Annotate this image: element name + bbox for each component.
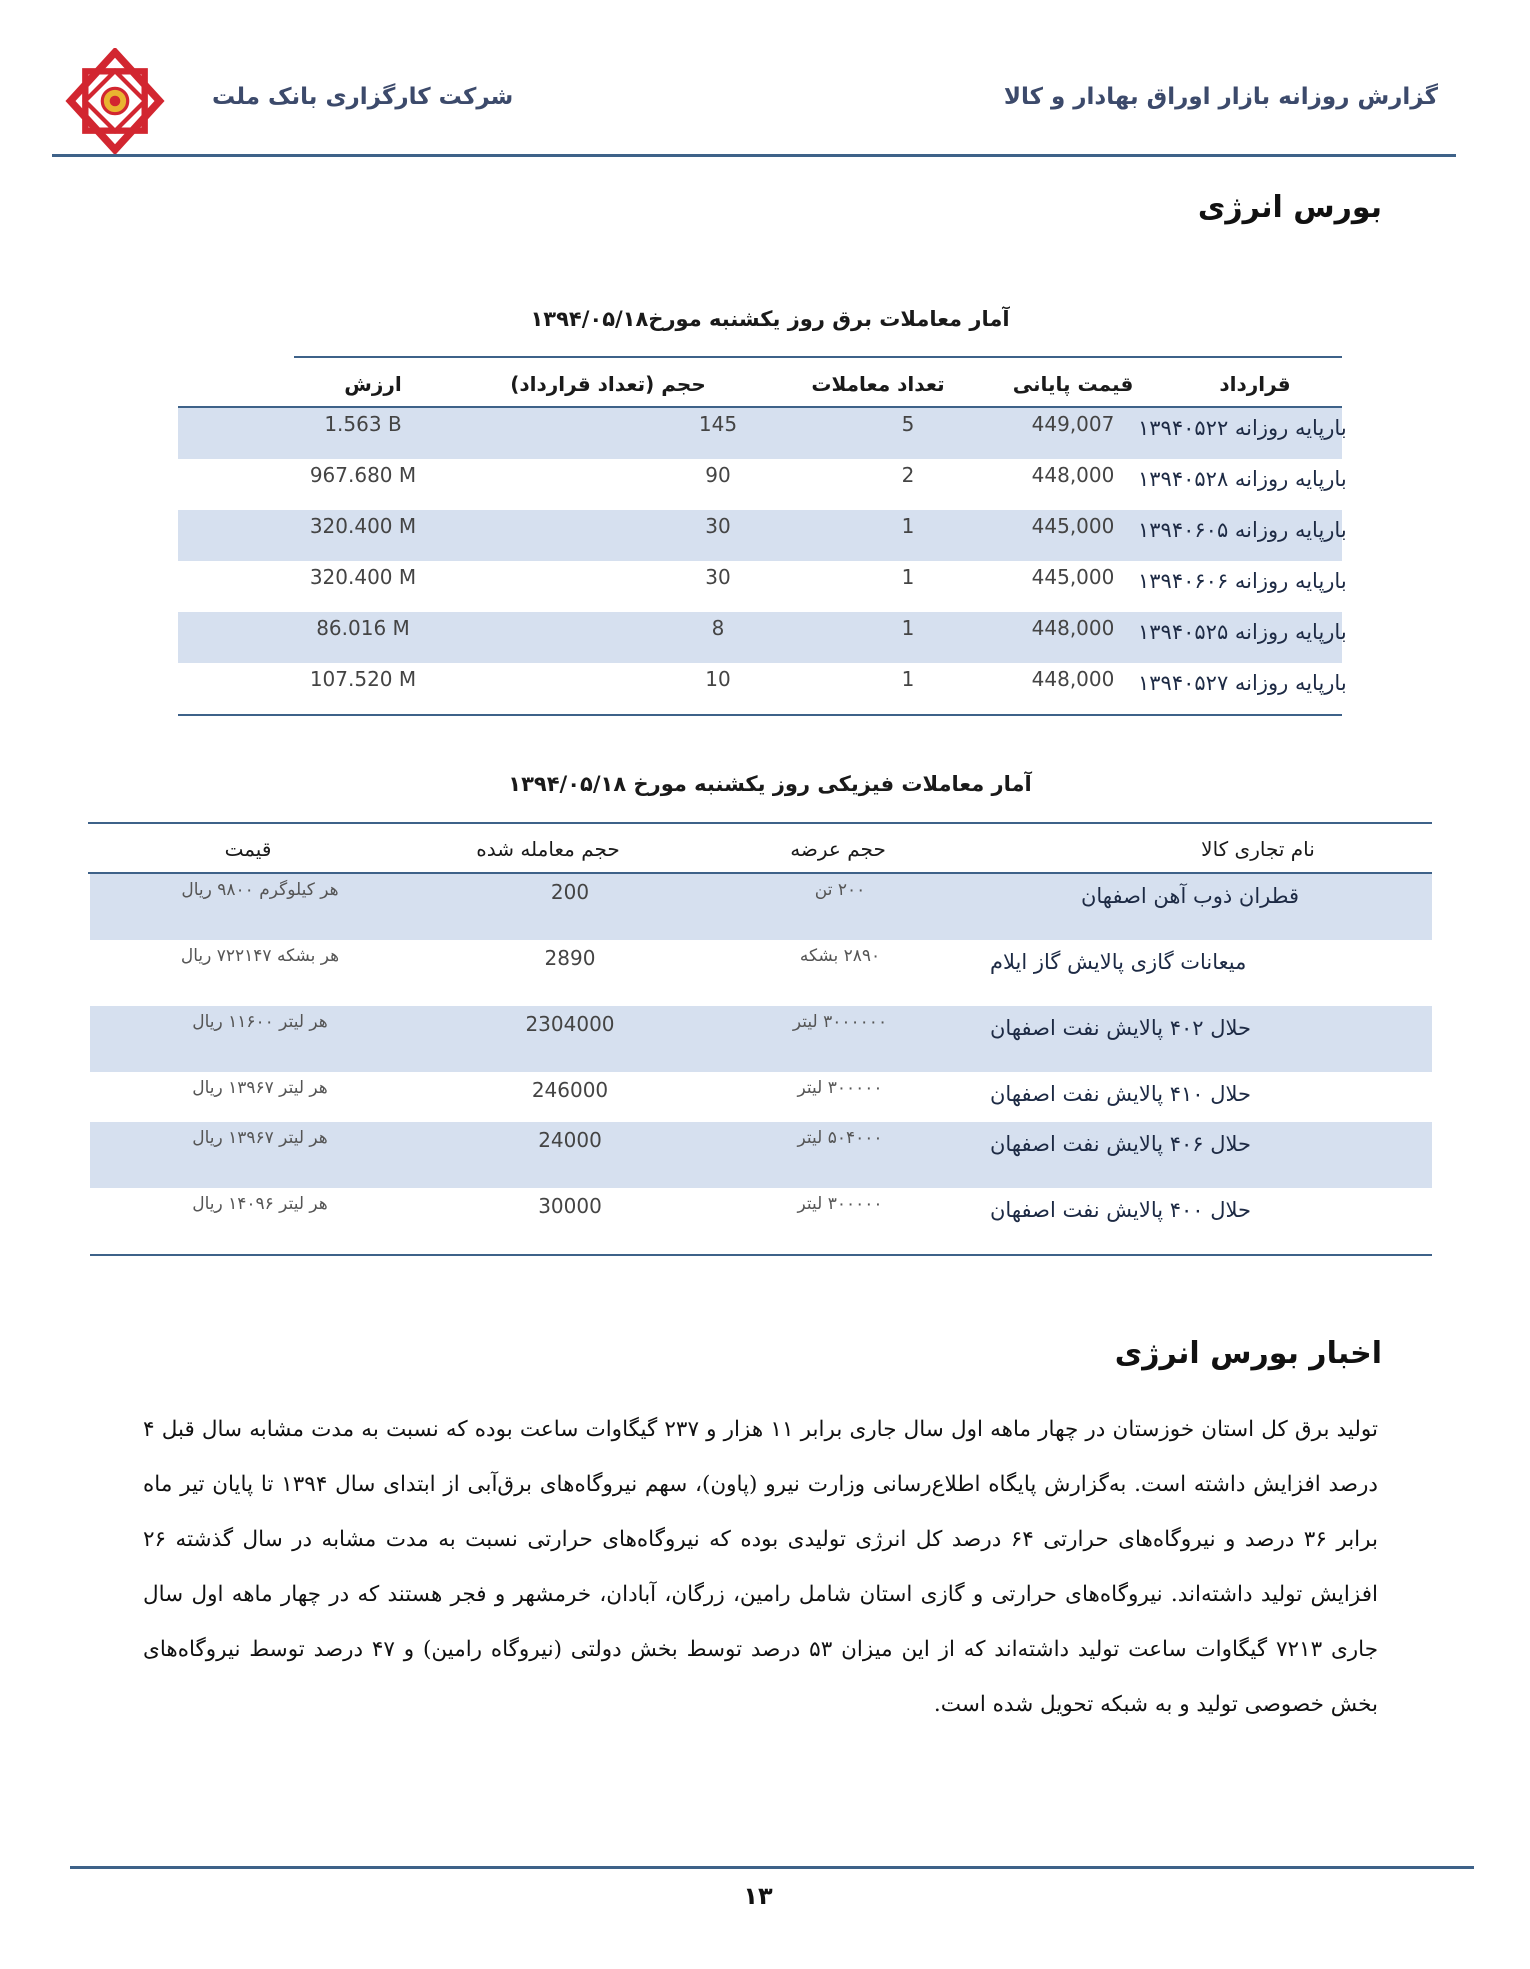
table2-bottom-rule: [90, 1254, 1432, 1256]
table-row: [178, 663, 1347, 714]
supply-cell: ۲۸۹۰ بشکه: [799, 946, 881, 966]
contract-cell: بارپایه روزانه ۱۳۹۴۰۵۲۸: [1138, 467, 1347, 491]
commodity-cell: قطران ذوب آهن اصفهان: [1080, 884, 1300, 908]
page-number: ۱۳: [743, 1882, 773, 1910]
commodity-cell: میعانات گازی پالایش گاز ایلام: [990, 950, 1247, 974]
table2-header-supply: حجم عرضه: [790, 837, 886, 861]
table-row: [90, 1188, 1432, 1254]
price-cell: 448,000: [1031, 463, 1115, 487]
volume-cell: 8: [711, 616, 725, 640]
commodity-cell: حلال ۴۰۶ پالایش نفت اصفهان: [990, 1132, 1252, 1156]
contract-cell: بارپایه روزانه ۱۳۹۴۰۶۰۵: [1138, 518, 1347, 542]
volume-cell: 90: [705, 463, 731, 487]
value-cell: 320.400 M: [309, 514, 417, 538]
company-name: شرکت کارگزاری بانک ملت: [212, 84, 514, 110]
table1-header-value: ارزش: [344, 372, 402, 396]
price-cell: 445,000: [1031, 565, 1115, 589]
table-row: [178, 561, 1347, 612]
price-cell: 449,007: [1031, 412, 1115, 436]
price-cell: هر لیتر ۱۱۶۰۰ ریال: [192, 1012, 328, 1032]
report-title: گزارش روزانه بازار اوراق بهادار و کالا: [1003, 84, 1438, 110]
supply-cell: ۳۰۰۰۰۰۰ لیتر: [792, 1012, 888, 1032]
traded-cell: 2890: [544, 946, 596, 970]
table1-bottom-rule: [178, 714, 1342, 716]
volume-cell: 30: [705, 565, 731, 589]
value-cell: 320.400 M: [309, 565, 417, 589]
footer-divider: [70, 1866, 1474, 1869]
price-cell: 445,000: [1031, 514, 1115, 538]
section-heading-energy-exchange: بورس انرژی: [1197, 190, 1382, 225]
table-row: [90, 940, 1432, 1006]
table2-caption: آمار معاملات فیزیکی روز یکشنبه مورخ ۱۳۹۴/۰۵/۱۸: [508, 772, 1032, 796]
contract-cell: بارپایه روزانه ۱۳۹۴۰۵۲۲: [1138, 416, 1347, 440]
table-row: [178, 408, 1347, 459]
table1-header-volume: حجم (تعداد قرارداد): [510, 372, 706, 396]
contract-cell: بارپایه روزانه ۱۳۹۴۰۶۰۶: [1138, 569, 1347, 593]
trades-cell: 1: [901, 514, 915, 538]
traded-cell: 200: [550, 880, 590, 904]
table2-header-traded: حجم معامله شده: [476, 837, 620, 861]
value-cell: 1.563 B: [324, 412, 402, 436]
value-cell: 967.680 M: [309, 463, 417, 487]
traded-cell: 2304000: [525, 1012, 615, 1036]
trades-cell: 2: [901, 463, 915, 487]
trades-cell: 1: [901, 565, 915, 589]
price-cell: هر کیلوگرم ۹۸۰۰ ریال: [181, 880, 339, 900]
table2-top-rule: [88, 822, 1432, 824]
table1-header-contract: قرارداد: [1219, 372, 1291, 396]
trades-cell: 5: [901, 412, 915, 436]
table-row: [90, 1122, 1432, 1188]
table-row: [90, 874, 1432, 940]
volume-cell: 145: [698, 412, 738, 436]
table-row: [178, 612, 1347, 663]
price-cell: هر لیتر ۱۳۹۶۷ ریال: [192, 1128, 328, 1148]
header-divider: [52, 154, 1456, 157]
supply-cell: ۳۰۰۰۰۰ لیتر: [797, 1194, 883, 1214]
table2-header-price: قیمت: [224, 837, 272, 861]
price-cell: هر لیتر ۱۴۰۹۶ ریال: [192, 1194, 328, 1214]
section-heading-energy-news: اخبار بورس انرژی: [1114, 1336, 1382, 1371]
table1-header-row: [178, 362, 1342, 406]
table-row: [178, 459, 1347, 510]
table1-caption: آمار معاملات برق روز یکشنبه مورخ۱۳۹۴/۰۵/۱۸: [530, 307, 1010, 331]
price-cell: 448,000: [1031, 616, 1115, 640]
volume-cell: 10: [705, 667, 731, 691]
table-row: [90, 1006, 1432, 1072]
commodity-cell: حلال ۴۰۲ پالایش نفت اصفهان: [990, 1016, 1252, 1040]
supply-cell: ۳۰۰۰۰۰ لیتر: [797, 1078, 883, 1098]
table-row: [90, 1072, 1432, 1122]
supply-cell: ۲۰۰ تن: [814, 880, 866, 900]
trades-cell: 1: [901, 667, 915, 691]
contract-cell: بارپایه روزانه ۱۳۹۴۰۵۲۵: [1138, 620, 1347, 644]
price-cell: 448,000: [1031, 667, 1115, 691]
traded-cell: 24000: [538, 1128, 602, 1152]
value-cell: 86.016 M: [316, 616, 410, 640]
trades-cell: 1: [901, 616, 915, 640]
table2-header-row: [88, 826, 1432, 872]
supply-cell: ۵۰۴۰۰۰ لیتر: [797, 1128, 883, 1148]
table1-top-rule: [294, 356, 1342, 358]
table-row: [178, 510, 1347, 561]
traded-cell: 30000: [538, 1194, 602, 1218]
commodity-cell: حلال ۴۰۰ پالایش نفت اصفهان: [990, 1198, 1252, 1222]
price-cell: هر لیتر ۱۳۹۶۷ ریال: [192, 1078, 328, 1098]
price-cell: هر بشکه ۷۲۲۱۴۷ ریال: [180, 946, 340, 966]
traded-cell: 246000: [531, 1078, 609, 1102]
contract-cell: بارپایه روزانه ۱۳۹۴۰۵۲۷: [1138, 671, 1347, 695]
bank-mellat-logo: [62, 48, 168, 154]
value-cell: 107.520 M: [309, 667, 417, 691]
table1-header-closing-price: قیمت پایانی: [1012, 372, 1134, 396]
news-paragraph: تولید برق کل استان خوزستان در چهار ماهه اول سال جاری برابر ۱۱ هزار و ۲۳۷ گیگاوات ساعت بوده که نسبت به مدت مشابه سال قبل ۴ درصد افزایش داشته است. به‌گزارش پایگاه اطلاع‌رسانی وزارت نیرو (پاون)، سهم نیروگاه‌های برق‌آبی از ابتدای سال ۱۳۹۴ تا پایان تیر ماه برابر ۳۶ درصد و نیروگاه‌های حرارتی ۶۴ درصد کل انرژی تولیدی بوده که نیروگاه‌های حرارتی نسبت به مدت مشابه در سال گذشته ۲۶ افزایش تولید داشته‌اند. نیروگاه‌های حرارتی و گازی استان شامل رامین، زرگان، آبادان، خرمشهر و فجر هستند که در چهار ماهه اول سال جاری ۷۲۱۳ گیگاوات ساعت تولید داشته‌اند که از این میزان ۵۳ درصد توسط بخش دولتی (نیروگاه رامین) و ۴۷ درصد توسط نیروگاه‌های بخش خصوصی تولید و به شبکه تحویل شده است.: [143, 1417, 1378, 1717]
volume-cell: 30: [705, 514, 731, 538]
table2-header-commodity: نام تجاری کالا: [1201, 837, 1315, 861]
table1-header-trades: تعداد معاملات: [811, 372, 945, 396]
commodity-cell: حلال ۴۱۰ پالایش نفت اصفهان: [990, 1082, 1252, 1106]
